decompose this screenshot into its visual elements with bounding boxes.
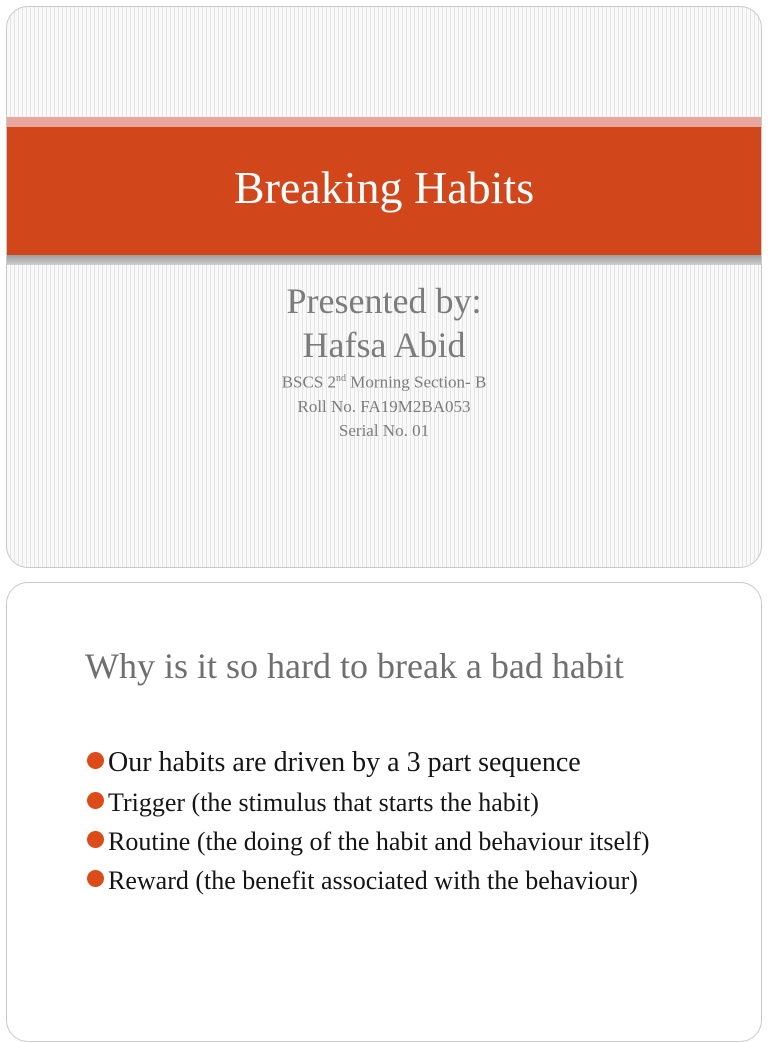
bullet-text: Routine (the doing of the habit and behaviour itself)	[108, 827, 650, 856]
bullet-text: Reward (the benefit associated with the behaviour)	[108, 866, 638, 895]
bullet-list	[87, 745, 650, 903]
list-item	[87, 786, 650, 820]
title-band-shadow	[7, 255, 761, 265]
title-band-top-stripe	[7, 117, 761, 127]
bullet-text: Our habits are driven by a 3 part sequence	[108, 747, 581, 778]
bullet-icon	[87, 752, 104, 769]
presented-by-label: Presented by:	[286, 281, 482, 321]
bullet-text: Trigger (the stimulus that starts the habit)	[108, 788, 539, 817]
list-item	[87, 825, 650, 859]
list-item	[87, 745, 650, 781]
class-prefix: BSCS 2	[281, 372, 337, 392]
roll-number: Roll No. FA19M2BA053	[297, 396, 471, 416]
bullet-icon	[87, 792, 104, 809]
bullet-icon	[87, 831, 104, 848]
content-slide[interactable]	[6, 582, 762, 1042]
class-suffix: Morning Section- B	[346, 372, 487, 392]
presenter-info	[7, 279, 761, 443]
slide-title: Breaking Habits	[233, 162, 535, 213]
serial-number: Serial No. 01	[338, 420, 430, 440]
slide-heading: Why is it so hard to break a bad habit	[85, 646, 624, 686]
title-slide[interactable]	[6, 6, 762, 568]
class-info	[7, 367, 761, 395]
class-superscript: nd	[336, 373, 347, 384]
bullet-icon	[87, 870, 104, 887]
list-item	[87, 864, 650, 898]
presenter-name: Hafsa Abid	[302, 325, 466, 365]
